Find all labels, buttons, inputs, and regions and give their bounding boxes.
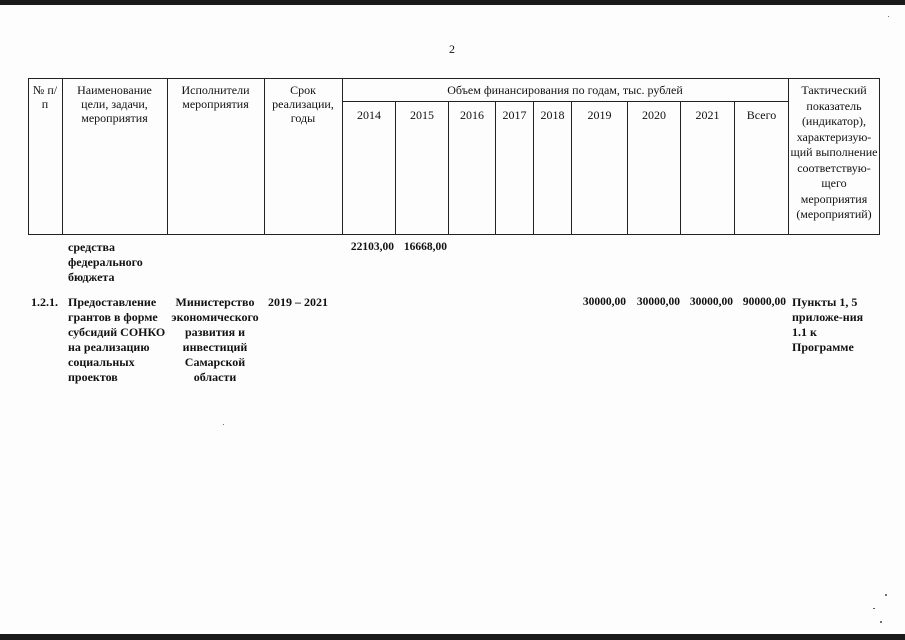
row-executors: Министерство экономического развития и инвестиций Самарской области — [171, 295, 259, 384]
header-year: 2021 — [695, 108, 720, 122]
header-num: № п/п — [32, 83, 58, 111]
col-border — [342, 78, 343, 235]
row-value-2019: 30000,00 — [582, 296, 626, 308]
header-name: Наименование цели, задачи, мероприятия — [77, 83, 152, 125]
row-value-2020: 30000,00 — [636, 296, 680, 308]
header-executors: Исполнители мероприятия — [181, 83, 250, 111]
row-value-2014: 22103,00 — [350, 241, 394, 253]
row-value-2021: 30000,00 — [689, 296, 733, 308]
header-top-border — [28, 78, 879, 79]
scan-edge-top — [0, 0, 905, 5]
col-border — [28, 78, 29, 235]
scan-speck — [880, 621, 882, 623]
row-value-total: 90000,00 — [742, 296, 786, 308]
col-border — [788, 78, 789, 235]
scan-speck — [885, 594, 887, 596]
col-border — [62, 78, 63, 235]
header-total: Всего — [746, 108, 777, 122]
col-border — [879, 78, 880, 235]
scan-speck — [873, 608, 875, 609]
header-year: 2015 — [410, 108, 434, 122]
header-bottom-border — [28, 234, 879, 235]
header-year: 2014 — [357, 108, 381, 122]
row-indicator: Пункты 1, 5 приложе-ния 1.1 к Программе — [792, 295, 864, 354]
funding-subheader-line — [342, 101, 788, 102]
scan-speck — [223, 424, 224, 425]
page-number: 2 — [449, 42, 455, 56]
row-num: 1.2.1. — [31, 295, 58, 309]
row-period: 2019 – 2021 — [268, 295, 328, 309]
header-funding: Объем финансирования по годам, тыс. рублей — [447, 83, 683, 97]
row-value-2015: 16668,00 — [403, 241, 447, 253]
header-period: Срок реализации, годы — [272, 83, 334, 125]
header-indicator: Тактический показатель (индикатор), характеризую-щий выполнение соответствую-щего мероприятия (мероприятий) — [790, 83, 878, 221]
scan-edge-bottom — [0, 634, 905, 640]
header-year: 2016 — [460, 108, 484, 122]
header-year: 2020 — [642, 108, 666, 122]
col-border — [167, 78, 168, 235]
row-name: Предоставление грантов в форме субсидий СОНКО на реализацию социальных проектов — [68, 295, 166, 384]
row-name: средства федерального бюджета — [68, 240, 143, 284]
scan-speck — [888, 16, 889, 17]
header-year: 2017 — [502, 108, 527, 122]
col-border — [264, 78, 265, 235]
header-year: 2019 — [587, 108, 612, 122]
header-year: 2018 — [540, 108, 565, 122]
